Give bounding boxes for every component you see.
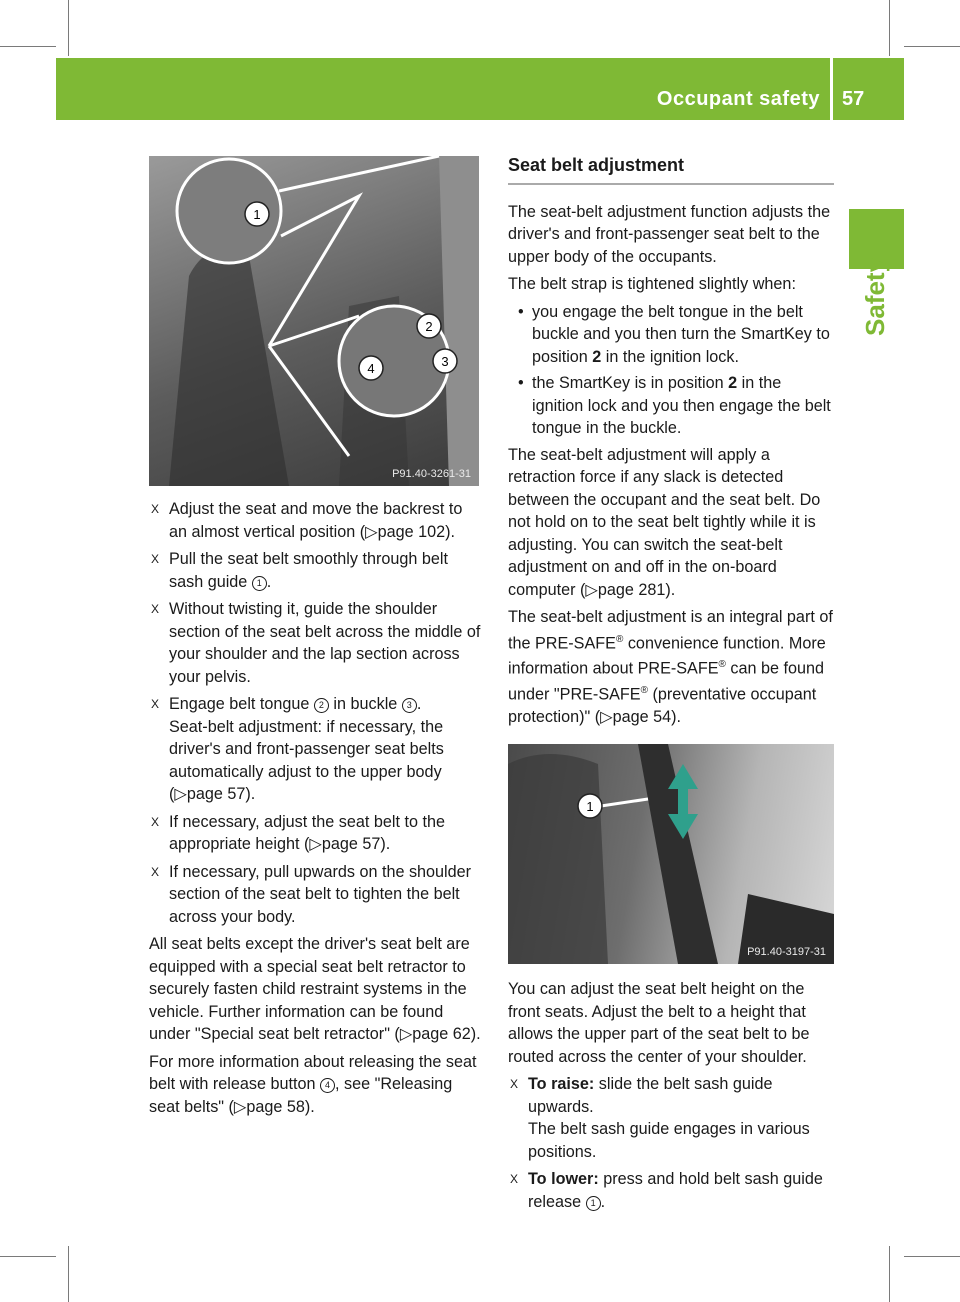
svg-text:1: 1 (586, 799, 594, 814)
callout-3 (433, 349, 457, 373)
seat-belt-figure (149, 156, 479, 486)
page-ref-icon: ▷ (309, 835, 322, 853)
step-marker-icon: X (151, 502, 160, 516)
step-marker-icon: X (151, 602, 160, 616)
belt-height-figure (508, 744, 834, 964)
paragraph-tightened: The belt strap is tightened slightly when: (508, 275, 796, 293)
callout-number: 1 (586, 1196, 601, 1211)
callout-number: 3 (402, 698, 417, 713)
step-marker-icon: X (151, 697, 160, 711)
page-link[interactable]: page 281 (597, 580, 666, 599)
paragraph-release: For more information about releasing the seat belt with release button 4 , see "Releasing seat belts" (▷page 58). (149, 1052, 477, 1116)
bullet-icon: • (518, 374, 524, 392)
right-column (508, 154, 834, 793)
paragraph-presafe: The seat-belt adjustment is an integral part of the PRE-SAFE® convenience function. More information about PRE-SAFE® can be found under "PRE-SAFE® (preventative occupant protection)" (▷page 54). (508, 608, 833, 727)
crop-mark (904, 46, 960, 47)
step-marker-icon: X (151, 814, 160, 829)
svg-text:3: 3 (441, 354, 449, 369)
header-divider (830, 58, 833, 120)
step-engage-tongue: X Engage belt tongue 2 in buckle 3 . (149, 693, 481, 716)
left-column (149, 498, 481, 1123)
crop-mark (68, 0, 69, 56)
step-tighten: X If necessary, pull upwards on the shoulder section of the seat belt to tighten the belt across your body. (151, 862, 472, 926)
section-heading: Seat belt adjustment (508, 154, 834, 185)
page-ref-icon: ▷ (174, 785, 187, 803)
step-note: Seat-belt adjustment: if necessary, the driver's and front-passenger seat belts automatically adjust to the upper body (▷page 57). (169, 717, 444, 803)
callout-number: 4 (320, 1078, 335, 1093)
bullet-item: • the SmartKey is in position 2 in the ignition lock and you then engage the belt tongue in the buckle. (518, 374, 831, 437)
page-ref-icon: ▷ (399, 1025, 413, 1043)
paragraph-height: You can adjust the seat belt height on the front seats. Adjust the belt to a height that allows the upper part of the seat belt to be routed across the center of your shoulder. (508, 980, 810, 1066)
figure-code: P91.40-3261-31 (392, 468, 471, 480)
crop-mark (0, 1256, 56, 1257)
page-link[interactable]: page 57 (321, 835, 381, 853)
svg-text:4: 4 (367, 361, 375, 376)
callout-2 (417, 314, 441, 338)
bullet-item: • you engage the belt tongue in the belt buckle and you then turn the SmartKey to position 2 in the ignition lock. (518, 302, 830, 366)
callout-4 (359, 356, 383, 380)
callout-1 (578, 794, 602, 818)
page-ref-icon: ▷ (233, 1097, 247, 1116)
step-pull-belt: X Pull the seat belt smoothly through belt sash guide 1 . (151, 550, 448, 591)
step-adjust-height: X If necessary, adjust the seat belt to the appropriate height (▷page 57). (151, 812, 445, 853)
page-title: Occupant safety (656, 88, 820, 110)
step-marker-icon: X (510, 1077, 519, 1091)
step-raise: X To raise: slide the belt sash guide upwards. (510, 1075, 773, 1116)
callout-1 (245, 202, 269, 226)
bullet-icon: • (518, 302, 524, 321)
step-guide-shoulder: X Without twisting it, guide the shoulder section of the seat belt across the middle of your shoulder and the lap section across your pelvis. (151, 600, 481, 686)
page-link[interactable]: page 102 (377, 522, 446, 541)
page-ref-icon: ▷ (365, 522, 378, 541)
svg-text:2: 2 (425, 319, 433, 334)
right-column-lower (508, 978, 834, 1218)
step-note: The belt sash guide engages in various positions. (528, 1120, 810, 1161)
page-link[interactable]: page 54 (612, 708, 672, 727)
page-ref-icon: ▷ (585, 580, 598, 599)
crop-mark (889, 1246, 890, 1302)
page-number: 57 (842, 88, 865, 110)
paragraph-intro: The seat-belt adjustment function adjusts the driver's and front-passenger seat belt to the upper body of the occupants. (508, 202, 831, 266)
step-lower: X To lower: press and hold belt sash guide release 1 . (510, 1170, 823, 1211)
belt-illustration (508, 744, 834, 964)
crop-mark (904, 1256, 960, 1257)
callout-number: 2 (314, 698, 329, 713)
callout-number: 1 (252, 576, 267, 591)
paragraph-retraction: The seat-belt adjustment will apply a retraction force if any slack is detected between the occupant and the seat belt. Do not hold on to the seat belt tightly while it is adjusting. You can switch the seat-belt adjustment on and off in the on-board computer (▷page 281). (508, 445, 821, 599)
paragraph-retractor: All seat belts except the driver's seat belt are equipped with a special seat belt retractor to securely fasten child restraint systems in the vehicle. Further information can be found under "Special seat belt retractor" (▷page 62). (149, 935, 481, 1043)
page-link[interactable]: page 57 (186, 785, 246, 803)
svg-text:1: 1 (253, 207, 261, 222)
step-marker-icon: X (510, 1172, 519, 1186)
step-adjust-seat: X Adjust the seat and move the backrest to an almost vertical position (▷page 102). (151, 500, 463, 541)
section-label: Safety (860, 257, 890, 336)
page-ref-icon: ▷ (600, 708, 613, 727)
crop-mark (68, 1246, 69, 1302)
crop-mark (889, 0, 890, 56)
step-marker-icon: X (151, 864, 160, 879)
seat-illustration (149, 156, 479, 486)
figure-code: P91.40-3197-31 (747, 946, 826, 958)
page-link[interactable]: page 58 (246, 1097, 305, 1116)
crop-mark (0, 46, 56, 47)
page-link[interactable]: page 62 (412, 1025, 471, 1043)
step-marker-icon: X (151, 552, 160, 566)
